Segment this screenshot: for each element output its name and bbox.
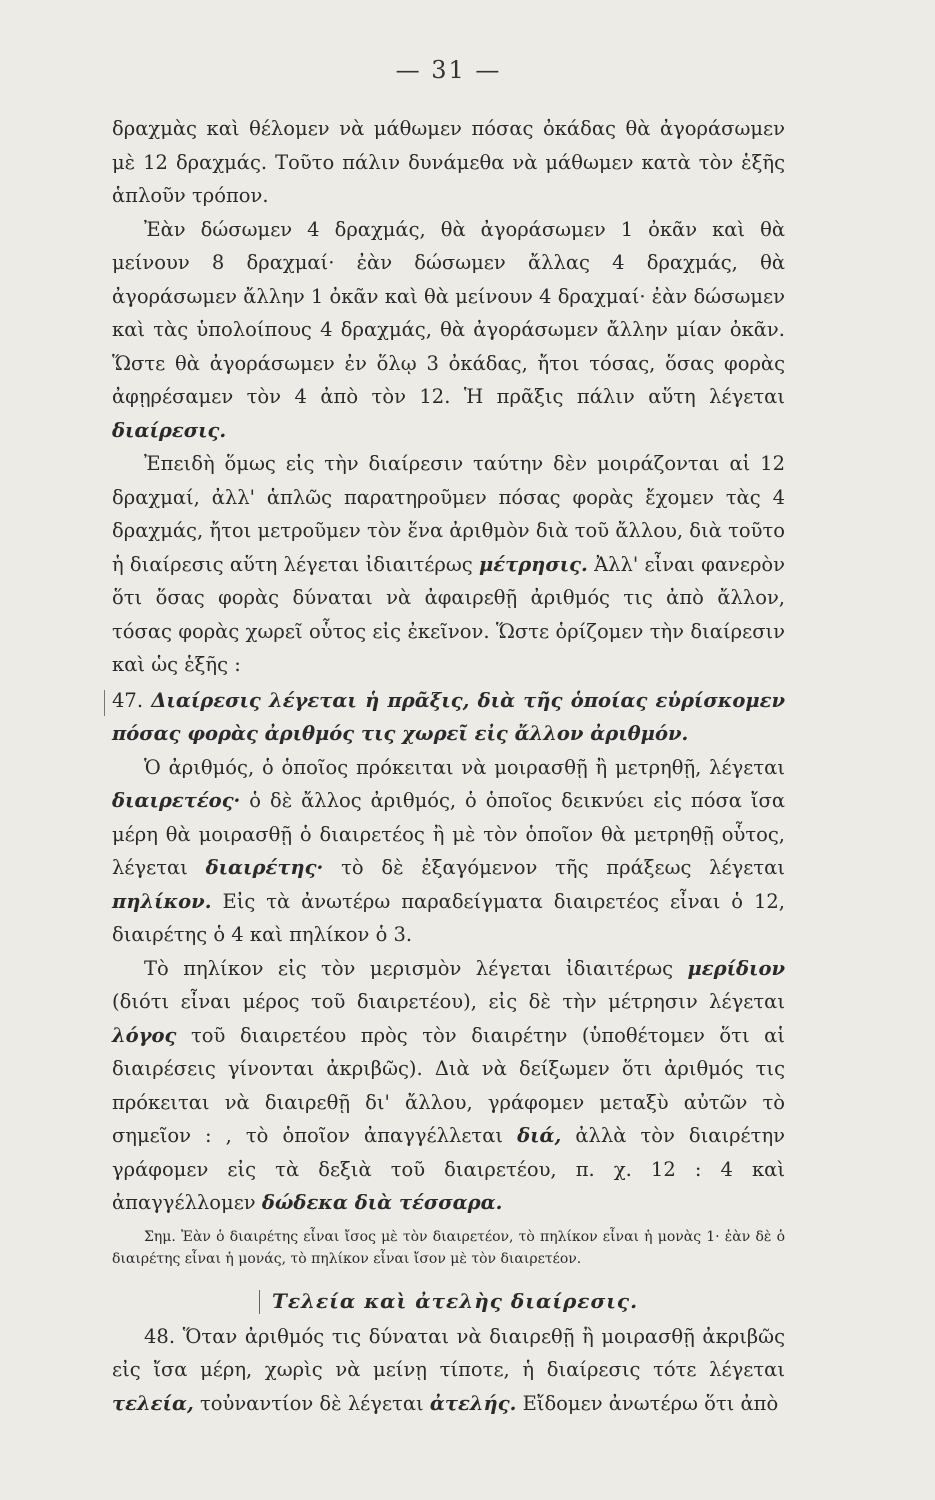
term-quotient: πηλίκον. [112,889,212,913]
paragraph-text: (διότι εἶναι μέρος τοῦ διαιρετέου), εἰς δὲ τὴν μέτρησιν λέγεται [112,990,785,1013]
paragraph-continuation: δραχμὰς καὶ θέλομεν νὰ μάθωμεν πόσας ὀκάδας θὰ ἀγοράσωμεν μὲ 12 δραχμάς. Τοῦτο πάλιν δυνάμεθα νὰ μάθωμεν κατὰ τὸν ἑξῆς ἁπλοῦν τρόπον. [112,117,785,207]
paragraph-text: Ἐὰν δώσωμεν 4 δραχμάς, θὰ ἀγοράσωμεν 1 ὀκᾶν καὶ θὰ μείνουν 8 δραχμαί· ἐὰν δώσωμεν ἄλλας 4 δραχμάς, θὰ ἀγοράσωμεν ἄλλην 1 ὀκᾶν καὶ θὰ μείνουν 4 δραχμαί· ἐὰν δώσωμεν καὶ τὰς ὑπολοίπους 4 δραχμάς, θὰ ἀγοράσωμεν ἄλλην μίαν ὀκᾶν. Ὥστε θὰ ἀγοράσωμεν ἐν ὅλῳ 3 ὀκάδας, ἤτοι τόσας, ὅσας φορὰς ἀφῃρέσαμεν τὸν 4 ἀπὸ τὸν 12. Ἡ πρᾶξις πάλιν αὕτη λέγεται [112,217,785,408]
term-inexact: ἀτελής. [429,1391,517,1415]
term-division: διαίρεσις. [112,418,227,442]
footnote [112,1226,785,1270]
term-reading: δώδεκα διὰ τέσσαρα. [261,1191,503,1214]
paragraph-text: Εἰς τὰ ἀνωτέρω παραδείγματα διαιρετέος εἶναι ὁ 12, διαιρέτης ὁ 4 καὶ πηλίκον ὁ 3. [112,889,786,946]
definition-47 [112,684,785,751]
section-number: 47. [112,688,144,712]
term-share: μερίδιον [687,956,786,980]
paragraph-text: Εἴδομεν ἀνωτέρω ὅτι ἀπὸ [522,1391,779,1415]
paragraph-terms [112,751,785,952]
paragraph-text: τὸ δὲ ἐξαγόμενον τῆς πράξεως λέγεται [341,856,785,879]
paragraph-text: Ἀλλ' εἶναι φανερὸν ὅτι ὅσας φορὰς δύναται νὰ ἀφαιρεθῇ ἀριθμός τις ἀπὸ ἄλλον, τόσας φορὰς χωρεῖ οὗτος εἰς ἐκεῖνον. Ὥστε ὁρίζομεν τὴν διαίρεσιν καὶ ὡς ἑξῆς : [112,552,786,676]
section-heading [112,1284,785,1318]
term-ratio: λόγος [112,1023,177,1047]
margin-mark [259,1290,260,1314]
term-dia: διά, [517,1124,562,1147]
definition-text: Διαίρεσις λέγεται ἡ πρᾶξις, διὰ τῆς ὁποίας εὑρίσκομεν πόσας φορὰς ἀριθμός τις χωρεῖ εἰς ἄλλον ἀριθμόν. [112,688,786,745]
note-label: Σημ. [144,1228,176,1245]
paragraph-text: ἀλλὰ τὸν διαιρέτην γράφομεν εἰς τὰ δεξιὰ τοῦ διαιρετέου, π. χ. 12 : 4 καὶ ἀπαγγέλλομεν [112,1124,785,1214]
paragraph-text: 48. Ὅταν ἀριθμός τις δύναται νὰ διαιρεθῇ ἢ μοιρασθῇ ἀκριβῶς εἰς ἴσα μέρη, χωρὶς νὰ μείνῃ τίποτε, ἡ διαίρεσις τότε λέγεται [112,1324,785,1381]
paragraph-text: τοὐναντίον δὲ λέγεται [199,1391,424,1415]
term-divisor: διαιρέτης· [205,856,324,879]
paragraph-text: Τὸ πηλίκον εἰς τὸν μερισμὸν λέγεται ἰδιαιτέρως [144,956,674,980]
margin-mark [104,690,105,716]
paragraph-text: ὁ δὲ ἄλλος ἀριθμός, ὁ ὁποῖος δεικνύει εἰς πόσα ἴσα μέρη θὰ μοιρασθῇ ὁ διαιρετέος ἢ μὲ τὸν ὁποῖον θὰ μετρηθῇ οὗτος, λέγεται [112,789,785,879]
term-measurement: μέτρησις. [478,552,588,576]
paragraph-text: Ὁ ἀριθμός, ὁ ὁποῖος πρόκειται νὰ μοιρασθῇ ἢ μετρηθῇ, λέγεται [144,755,785,779]
paragraph-48 [112,1320,785,1421]
paragraph-text: τοῦ διαιρετέου πρὸς τὸν διαιρέτην (ὑποθέτομεν ὅτι αἱ διαιρέσεις γίνονται ἀκριβῶς). Διὰ νὰ δείξωμεν ὅτι ἀριθμός τις πρόκειται νὰ διαιρεθῇ δι' ἄλλου, γράφομεν μεταξὺ αὐτῶν τὸ σημεῖον : , τὸ ὁποῖον ἀπαγγέλλεται [112,1023,785,1147]
heading-text: Τελεία καὶ ἀτελὴς διαίρεσις. [271,1288,639,1313]
term-dividend: διαιρετέος· [112,789,241,812]
page-number: — 31 — [395,56,502,84]
paragraph-example [112,213,785,448]
paragraph-measurement [112,447,785,682]
note-text: Ἐὰν ὁ διαιρέτης εἶναι ἴσος μὲ τὸν διαιρετέον, τὸ πηλίκον εἶναι ἡ μονὰς 1· ἐὰν δὲ ὁ διαιρέτης εἶναι ἡ μονάς, τὸ πηλίκον εἶναι ἴσον μὲ τὸν διαιρετέον. [112,1228,785,1267]
term-exact: τελεία, [112,1391,194,1415]
paragraph-notation [112,952,785,1220]
paragraph-text: Ἐπειδὴ ὅμως εἰς τὴν διαίρεσιν ταύτην δὲν μοιράζονται αἱ 12 δραχμαί, ἀλλ' ἁπλῶς παρατηροῦμεν πόσας φορὰς ἔχομεν τὰς 4 δραχμάς, ἤτοι μετροῦμεν τὸν ἕνα ἀριθμὸν διὰ τοῦ ἄλλου, διὰ τοῦτο ἡ διαίρεσις αὕτη λέγεται ἰδιαιτέρως [112,452,785,576]
